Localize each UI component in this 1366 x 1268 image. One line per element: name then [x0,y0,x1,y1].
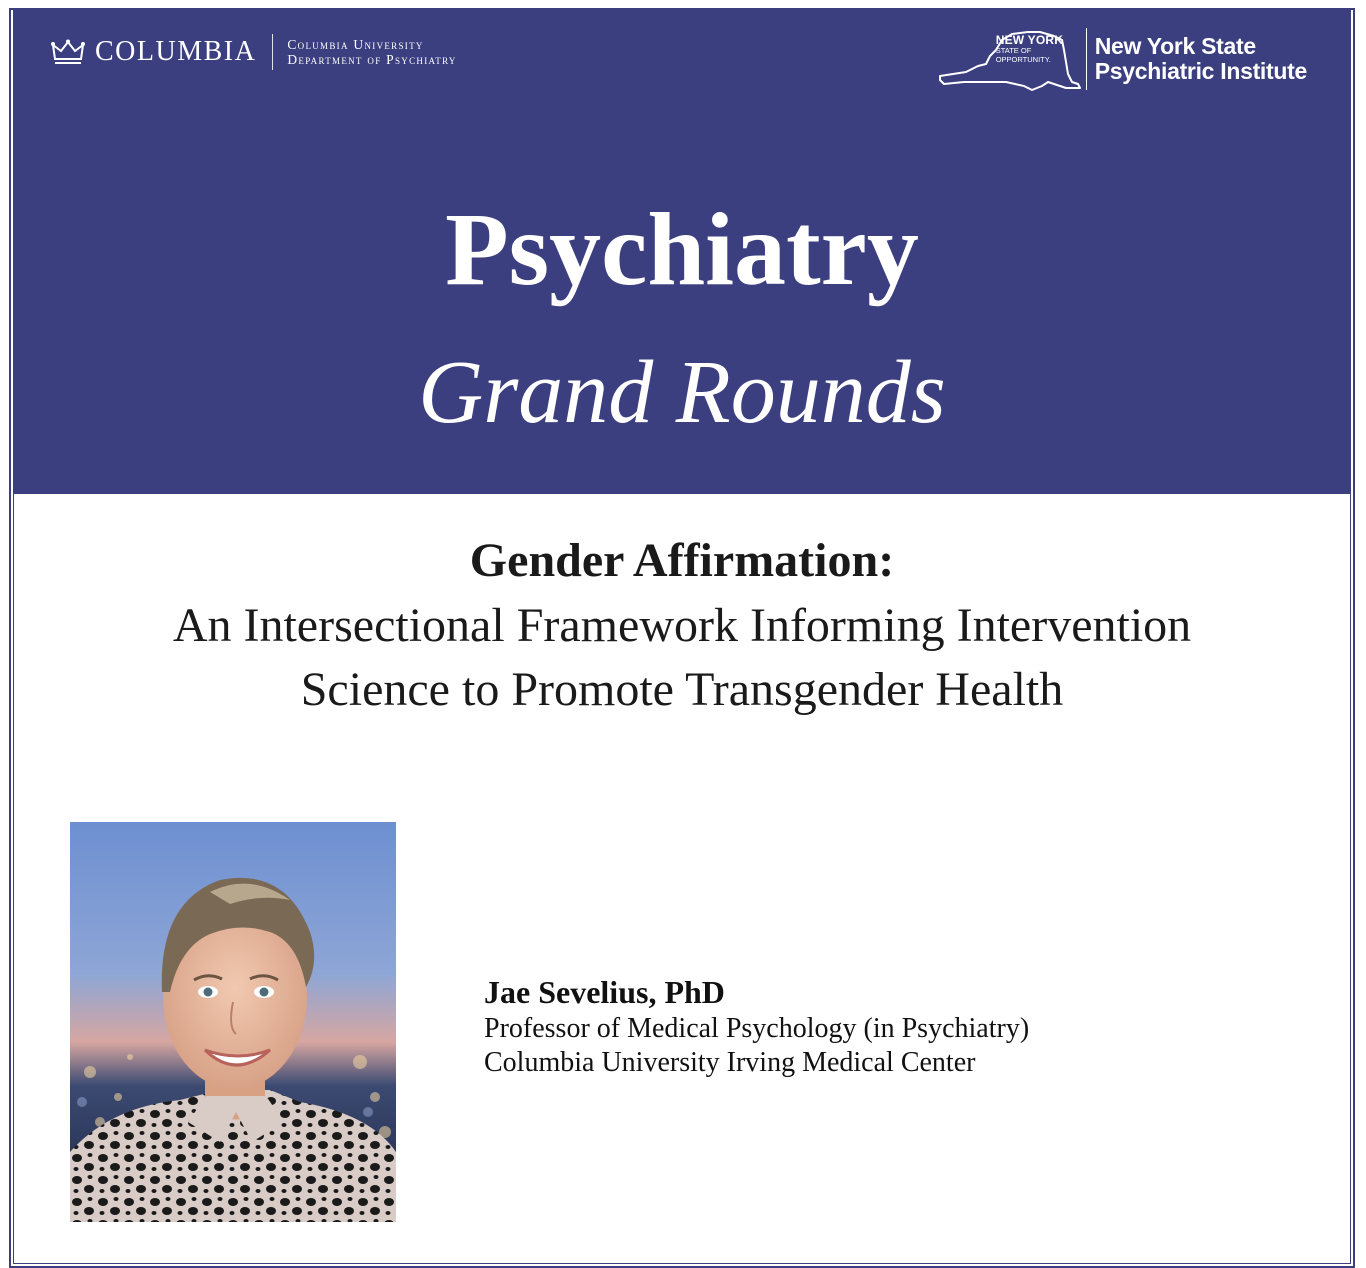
institute-line-1: New York State [1094,33,1256,59]
new-york-label: NEW YORK [995,33,1064,47]
flyer-page [9,8,1355,1268]
talk-heading: Gender Affirmation: [469,534,895,587]
speaker-role: Professor of Medical Psychology (in Psychiatry) [484,1013,1030,1044]
speaker-info [484,972,1029,1080]
institute-name [1095,34,1307,84]
state-of-opportunity-tag [996,34,1063,63]
department-line-1: Columbia University [287,37,424,52]
crown-icon [51,39,85,65]
columbia-logo [51,34,457,70]
opportunity-label: OPPORTUNITY. [995,54,1051,64]
speaker-name: Jae Sevelius, PhD [484,974,725,1010]
talk-title-line-1: An Intersectional Framework Informing Intervention [172,599,1192,652]
department-line-2: Department of Psychiatry [287,52,457,67]
nys-psychiatric-institute-logo [936,24,1307,94]
department-label [287,37,456,67]
speaker-photo [70,822,396,1222]
header-banner [13,10,1351,494]
institute-line-2: Psychiatric Institute [1094,58,1307,84]
logo-divider [1086,28,1087,90]
talk-title-line-2: Science to Promote Transgender Health [300,663,1064,716]
event-subtitle: Grand Rounds [418,343,946,442]
event-title: Psychiatry [445,192,919,307]
speaker-organization: Columbia University Irving Medical Center [484,1047,976,1078]
state-of-label: STATE OF [995,46,1032,55]
logo-divider [272,34,273,70]
columbia-wordmark: COLUMBIA [95,36,257,67]
